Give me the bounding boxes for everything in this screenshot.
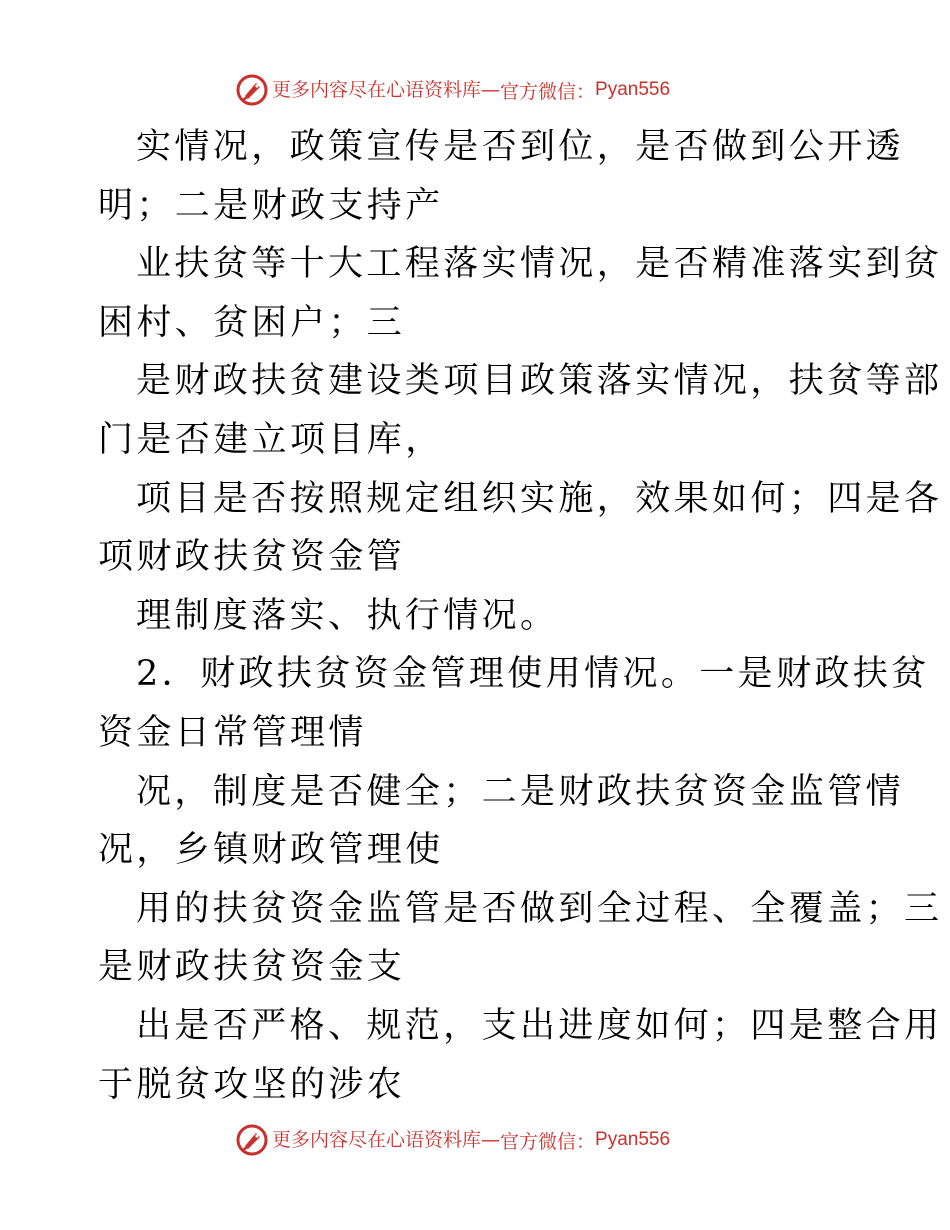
text-line: 2．财政扶贫资金管理使用情况。一是财政扶贫 (136, 654, 930, 695)
text-line: 是财政扶贫建设类项目政策落实情况，扶贫等部 (136, 361, 943, 402)
banner-wechat-id: Pyan556 (595, 79, 671, 100)
banner-wechat-label: 官方微信： (500, 80, 596, 103)
text-line: 门是否建立项目库， (98, 419, 444, 460)
banner-dash: — (481, 1129, 501, 1151)
banner-dash: — (481, 79, 501, 101)
text-line: 实情况，政策宣传是否到位，是否做到公开透 (136, 127, 905, 167)
text-line: 理制度落实、执行情况。 (136, 595, 559, 636)
text-line: 况，乡镇财政管理使 (98, 830, 444, 871)
pen-nib-logo-icon (236, 1124, 268, 1156)
text-line: 是财政扶贫资金支 (98, 947, 406, 988)
text-line: 项目是否按照规定组织实施，效果如何；四是各 (136, 478, 943, 519)
text-line: 用的扶贫资金监管是否做到全过程、全覆盖；三 (136, 888, 943, 929)
text-line: 困村、贫困户；三 (98, 302, 406, 343)
banner-slogan: 更多内容尽在心语资料库 (272, 79, 482, 101)
banner-wechat-label: 官方微信： (500, 1130, 596, 1153)
banner-slogan: 更多内容尽在心语资料库 (272, 1129, 482, 1151)
text-line: 项财政扶贫资金管 (98, 537, 406, 578)
text-line: 业扶贫等十大工程落实情况，是否精准落实到贫 (136, 244, 943, 285)
document-body (98, 118, 943, 1114)
text-line: 资金日常管理情 (98, 712, 367, 753)
text-line: 况，制度是否健全；二是财政扶贫资金监管情 (136, 771, 905, 812)
footer-banner (236, 1123, 670, 1157)
text-line: 于脱贫攻坚的涉农 (98, 1064, 406, 1105)
header-banner (236, 73, 670, 107)
banner-wechat-id: Pyan556 (595, 1129, 671, 1150)
text-line: 明；二是财政支持产 (98, 185, 444, 226)
pen-nib-logo-icon (236, 74, 268, 106)
text-line: 出是否严格、规范，支出进度如何；四是整合用 (136, 1005, 943, 1046)
